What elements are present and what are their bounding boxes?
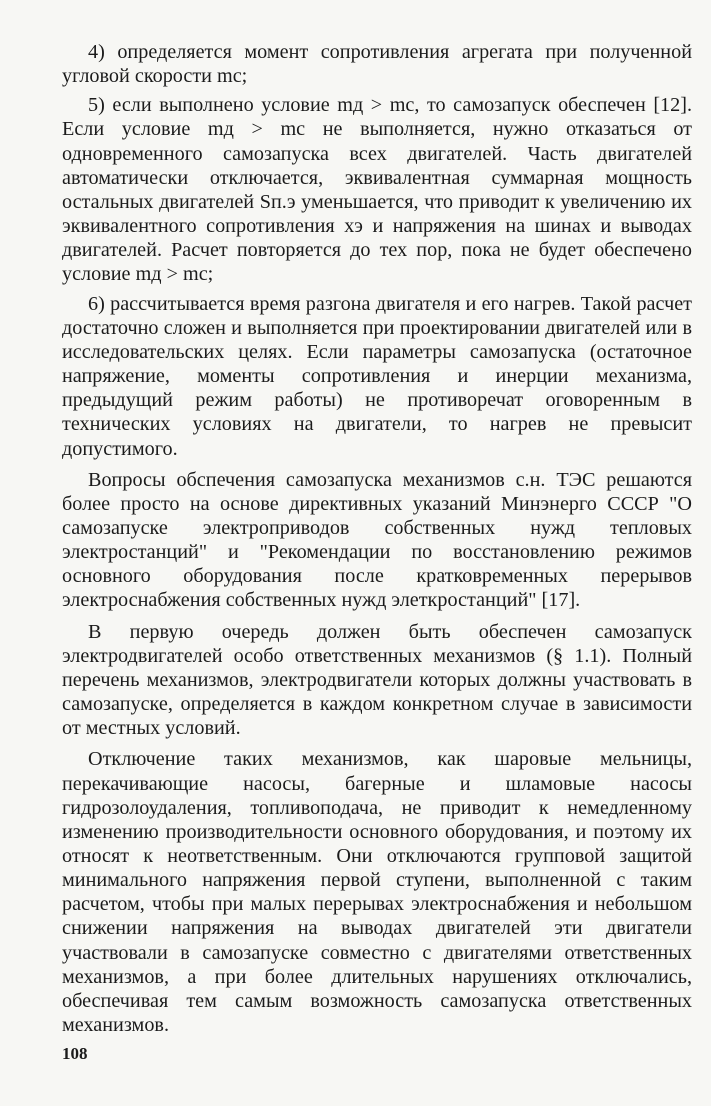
paragraph-disconnection: Отключение таких механизмов, как шаровые мельницы, перекачивающие насосы, багерные и шламовые насосы гидрозолоудаления, топливоподача, не приводит к немедленному изменению производительности основного оборудования, и поэтому их относят к неответственным. Они отключаются групповой защитой минимального напряжения первой ступени, выполненной с таким расчетом, чтобы при малых перерывах электроснабжения и небольшом снижении напряжения на выводах двигателей эти двигатели участвовали в самозапуске совместно с двигателями ответственных механизмов, а при более длительных нарушениях отключались, обеспечивая тем самым возможность самозапуска ответственных механизмов. <box>62 748 692 1037</box>
paragraph-priority: В первую очередь должен быть обеспечен самозапуск электродвигателей особо ответственных механизмов (§ 1.1). Полный перечень механизмов, электродвигатели которых должны участвовать в самозапуске, определяется в каждом конкретном случае в зависимости от местных условий. <box>62 620 692 740</box>
paragraph-step-4: 4) определяется момент сопротивления агрегата при полученной угловой скорости mc; <box>62 41 692 88</box>
body-text <box>62 40 692 1042</box>
paragraph-directives: Вопросы обспечения самозапуска механизмов с.н. ТЭС решаются более просто на основе директивных указаний Минэнерго СССР "О самозапуске электроприводов собственных нужд тепловых электростанций" и "Рекомендации по восстановлению режимов основного оборудования после кратковременных перерывов электроснабжения собственных нужд элеткростанций" [17]. <box>62 468 692 612</box>
paragraph-step-6: 6) рассчитывается время разгона двигателя и его нагрев. Такой расчет достаточно сложен и выполняется при проектировании двигателей или в исследовательских целях. Если параметры самозапуска (остаточное напряжение, моменты сопротивления и инерции механизма, предыдущий режим работы) не противоречат оговоренным в технических условиях на двигатели, то нагрев не превысит допустимого. <box>62 292 692 460</box>
paragraph-step-5: 5) если выполнено условие mд > mc, то самозапуск обеспечен [12]. Если условие mд > mc не выполняется, нужно отказаться от одновременного самозапуска всех двигателей. Часть двигателей автоматически отключается, эквивалентная суммарная мощность остальных двигателей Sп.э уменьшается, что приводит к увеличению их эквивалентного сопротивления xэ и напряжения на шинах и выводах двигателей. Расчет повторяется до тех пор, пока не будет обеспечено условие mд > mc; <box>62 94 692 286</box>
page-number: 108 <box>62 1044 88 1063</box>
